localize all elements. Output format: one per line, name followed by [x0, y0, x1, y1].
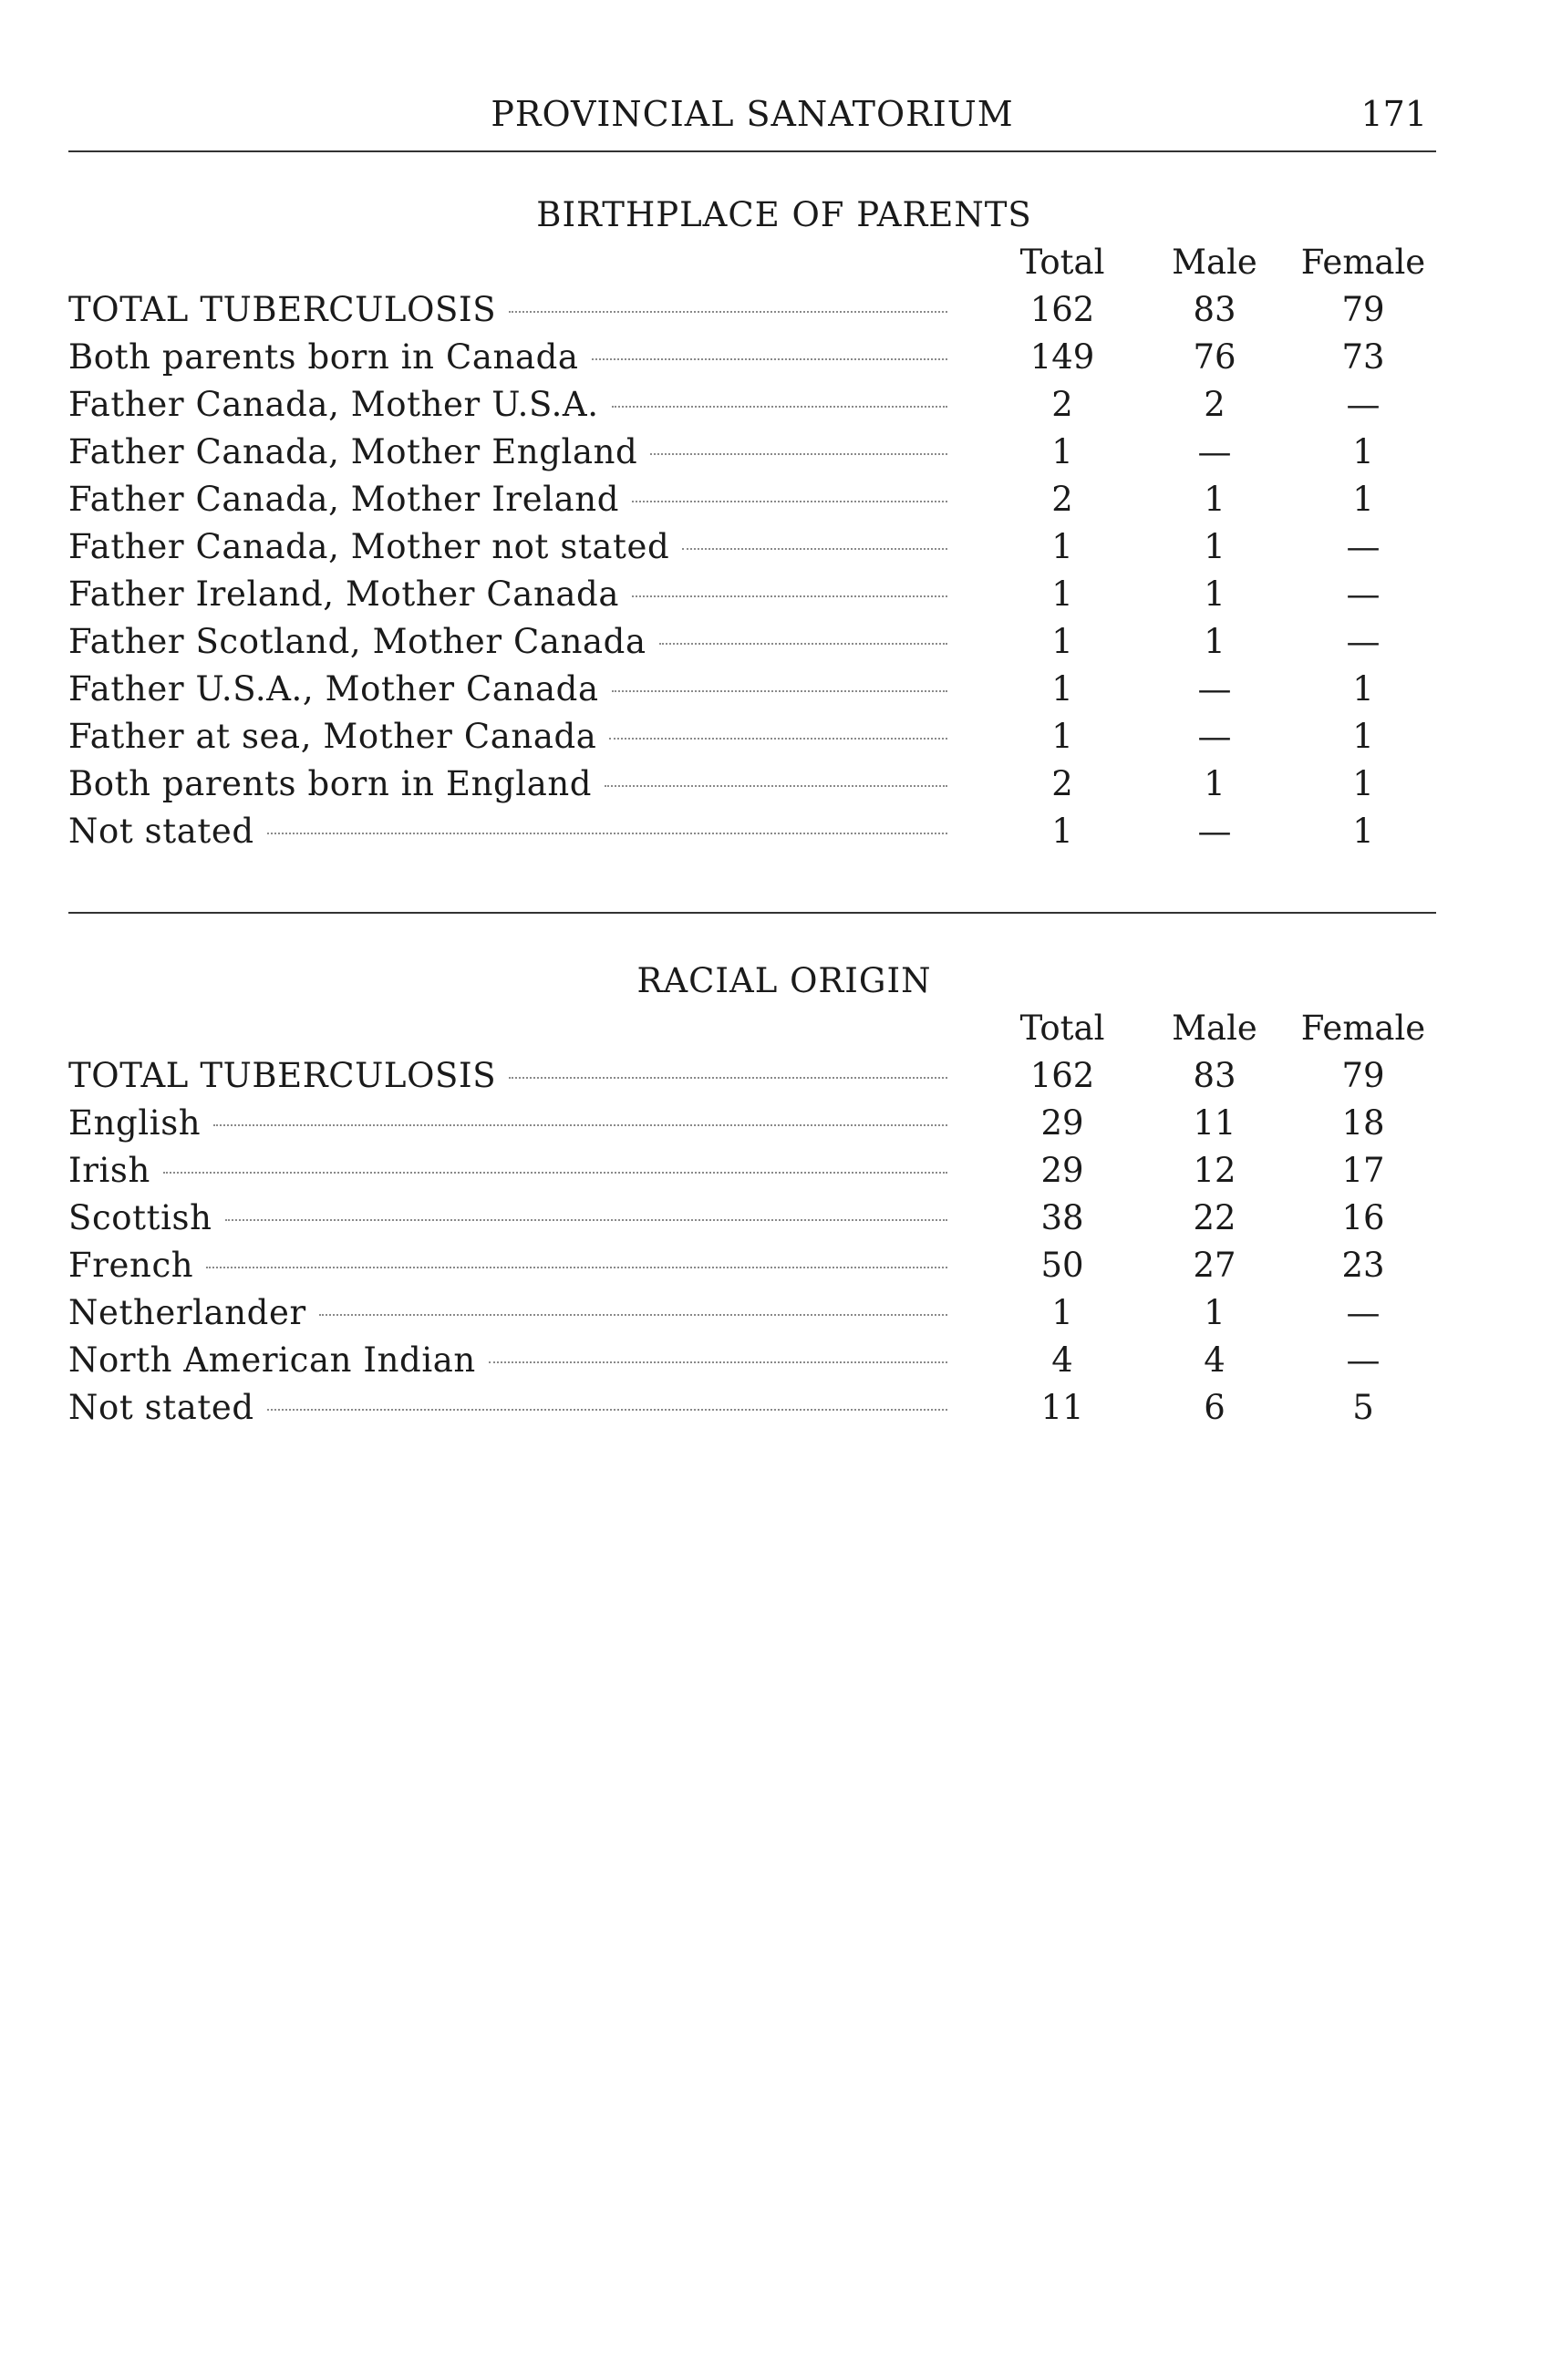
dot-leader [632, 501, 947, 502]
table-row [68, 1195, 1445, 1242]
racial-table [68, 1005, 1445, 1432]
dot-leader [612, 406, 947, 408]
row-label-text: Father Canada, Mother Ireland [68, 480, 619, 519]
table-row [68, 618, 1445, 666]
table-row [68, 381, 1445, 429]
cell-male: 1 [1204, 1293, 1226, 1332]
dot-leader [659, 643, 947, 645]
cell-male: 1 [1204, 574, 1226, 614]
dot-leader [632, 595, 947, 597]
dot-leader [267, 1409, 947, 1411]
row-label [68, 1242, 953, 1289]
row-label [68, 523, 953, 571]
row-label [68, 429, 953, 476]
row-label [68, 618, 953, 666]
table-row [68, 666, 1445, 713]
racial-column-headers [68, 1005, 1445, 1052]
column-header-total: Total [1019, 243, 1105, 282]
cell-total: 162 [1029, 290, 1095, 329]
cell-female: — [1346, 1293, 1381, 1332]
row-label-text: Father Canada, Mother England [68, 432, 638, 471]
cell-total: 1 [1051, 1293, 1073, 1332]
cell-female: 23 [1341, 1246, 1385, 1285]
cell-male: 6 [1204, 1388, 1226, 1427]
page-number: 171 [1360, 94, 1427, 134]
table-row [68, 1289, 1445, 1337]
table-row [68, 1242, 1445, 1289]
cell-female: 79 [1341, 290, 1385, 329]
table-row [68, 1052, 1445, 1100]
row-label-text: Netherlander [68, 1293, 306, 1332]
row-label-text: Irish [68, 1151, 150, 1190]
dot-leader [509, 1077, 947, 1079]
cell-female: 1 [1352, 764, 1374, 803]
cell-female: 16 [1341, 1198, 1385, 1237]
running-title: PROVINCIAL SANATORIUM [491, 94, 1014, 134]
cell-total: 50 [1040, 1246, 1084, 1285]
dot-leader [609, 738, 947, 740]
column-header-male: Male [1172, 1009, 1257, 1048]
row-label-text: Not stated [68, 1388, 254, 1427]
cell-female: 1 [1352, 432, 1374, 471]
cell-female: 17 [1341, 1151, 1385, 1190]
cell-male: — [1197, 717, 1232, 756]
table-row [68, 1337, 1445, 1384]
cell-total: 11 [1040, 1388, 1084, 1427]
cell-female: 79 [1341, 1056, 1385, 1095]
row-label-text: Father Canada, Mother not stated [68, 527, 670, 566]
row-label-text: TOTAL TUBERCULOSIS [68, 290, 497, 329]
dot-leader [225, 1219, 947, 1221]
cell-total: 4 [1051, 1340, 1073, 1380]
row-label [68, 666, 953, 713]
cell-total: 1 [1051, 527, 1073, 566]
row-label [68, 1195, 953, 1242]
cell-total: 29 [1040, 1103, 1084, 1143]
cell-total: 2 [1051, 480, 1073, 519]
cell-male: 1 [1204, 764, 1226, 803]
row-label [68, 476, 953, 523]
cell-male: 4 [1204, 1340, 1226, 1380]
cell-male: 1 [1204, 622, 1226, 661]
row-label [68, 1289, 953, 1337]
dot-leader [163, 1172, 947, 1174]
row-label-text: Father Canada, Mother U.S.A. [68, 385, 599, 424]
row-label [68, 808, 953, 855]
birthplace-table [68, 239, 1445, 855]
dot-leader [206, 1267, 947, 1268]
section-divider-rule [68, 912, 1436, 914]
cell-male: 2 [1204, 385, 1226, 424]
cell-male: 83 [1193, 290, 1236, 329]
dot-leader [605, 785, 947, 787]
table-row [68, 761, 1445, 808]
table-row [68, 523, 1445, 571]
cell-male: 22 [1193, 1198, 1236, 1237]
cell-female: — [1346, 622, 1381, 661]
row-label-text: Both parents born in England [68, 764, 593, 803]
row-label [68, 571, 953, 618]
row-label-text: TOTAL TUBERCULOSIS [68, 1056, 497, 1095]
dot-leader [650, 453, 947, 455]
cell-female: 1 [1352, 812, 1374, 851]
cell-female: — [1346, 1340, 1381, 1380]
cell-male: 1 [1204, 480, 1226, 519]
row-label-text: Father Scotland, Mother Canada [68, 622, 646, 661]
table-row [68, 1384, 1445, 1432]
birthplace-title: BIRTHPLACE OF PARENTS [536, 195, 1032, 234]
cell-male: 11 [1193, 1103, 1236, 1143]
column-header-female: Female [1300, 1009, 1426, 1048]
birthplace-column-headers [68, 239, 1445, 286]
dot-leader [682, 548, 947, 550]
cell-male: 12 [1193, 1151, 1236, 1190]
table-row [68, 1147, 1445, 1195]
racial-title: RACIAL ORIGIN [636, 961, 932, 1000]
cell-male: — [1197, 432, 1232, 471]
cell-total: 149 [1029, 337, 1095, 377]
dot-leader [319, 1314, 947, 1316]
cell-female: — [1346, 527, 1381, 566]
row-label-text: Not stated [68, 812, 254, 851]
cell-total: 1 [1051, 432, 1073, 471]
running-head [68, 91, 1436, 137]
table-row [68, 1100, 1445, 1147]
row-label [68, 381, 953, 429]
dot-leader [592, 358, 947, 360]
row-label [68, 1337, 953, 1384]
row-label-text: Father U.S.A., Mother Canada [68, 669, 599, 709]
column-header-male: Male [1172, 243, 1257, 282]
cell-total: 1 [1051, 717, 1073, 756]
cell-total: 38 [1040, 1198, 1084, 1237]
cell-total: 1 [1051, 622, 1073, 661]
column-header-total: Total [1019, 1009, 1105, 1048]
row-label-text: English [68, 1103, 202, 1143]
dot-leader [489, 1361, 947, 1363]
row-label-text: Both parents born in Canada [68, 337, 579, 377]
dot-leader [267, 833, 947, 834]
table-row [68, 286, 1445, 334]
cell-female: 5 [1352, 1388, 1374, 1427]
table-row [68, 713, 1445, 761]
cell-male: 83 [1193, 1056, 1236, 1095]
row-label-text: French [68, 1246, 194, 1285]
table-row [68, 334, 1445, 381]
cell-female: — [1346, 385, 1381, 424]
cell-total: 1 [1051, 812, 1073, 851]
cell-male: — [1197, 669, 1232, 709]
cell-female: 18 [1341, 1103, 1385, 1143]
cell-total: 1 [1051, 669, 1073, 709]
table-row [68, 808, 1445, 855]
cell-female: 73 [1341, 337, 1385, 377]
birthplace-rows [68, 286, 1445, 855]
cell-male: 27 [1193, 1246, 1236, 1285]
racial-rows [68, 1052, 1445, 1432]
table-row [68, 429, 1445, 476]
row-label-text: Father Ireland, Mother Canada [68, 574, 619, 614]
row-label [68, 334, 953, 381]
cell-female: — [1346, 574, 1381, 614]
dot-leader [612, 690, 947, 692]
column-header-female: Female [1300, 243, 1426, 282]
cell-total: 162 [1029, 1056, 1095, 1095]
birthplace-section [68, 191, 1445, 855]
cell-total: 2 [1051, 764, 1073, 803]
row-label-text: Father at sea, Mother Canada [68, 717, 597, 756]
cell-female: 1 [1352, 717, 1374, 756]
cell-female: 1 [1352, 669, 1374, 709]
cell-total: 1 [1051, 574, 1073, 614]
racial-section [68, 957, 1445, 1432]
table-row [68, 571, 1445, 618]
row-label [68, 761, 953, 808]
cell-male: — [1197, 812, 1232, 851]
cell-total: 2 [1051, 385, 1073, 424]
row-label [68, 1052, 953, 1100]
row-label [68, 286, 953, 334]
dot-leader [509, 311, 947, 313]
cell-total: 29 [1040, 1151, 1084, 1190]
cell-male: 76 [1193, 337, 1236, 377]
row-label [68, 1100, 953, 1147]
table-row [68, 476, 1445, 523]
dot-leader [213, 1124, 947, 1126]
row-label [68, 1384, 953, 1432]
row-label [68, 1147, 953, 1195]
row-label-text: North American Indian [68, 1340, 476, 1380]
header-rule [68, 150, 1436, 152]
row-label-text: Scottish [68, 1198, 212, 1237]
row-label [68, 713, 953, 761]
cell-female: 1 [1352, 480, 1374, 519]
cell-male: 1 [1204, 527, 1226, 566]
